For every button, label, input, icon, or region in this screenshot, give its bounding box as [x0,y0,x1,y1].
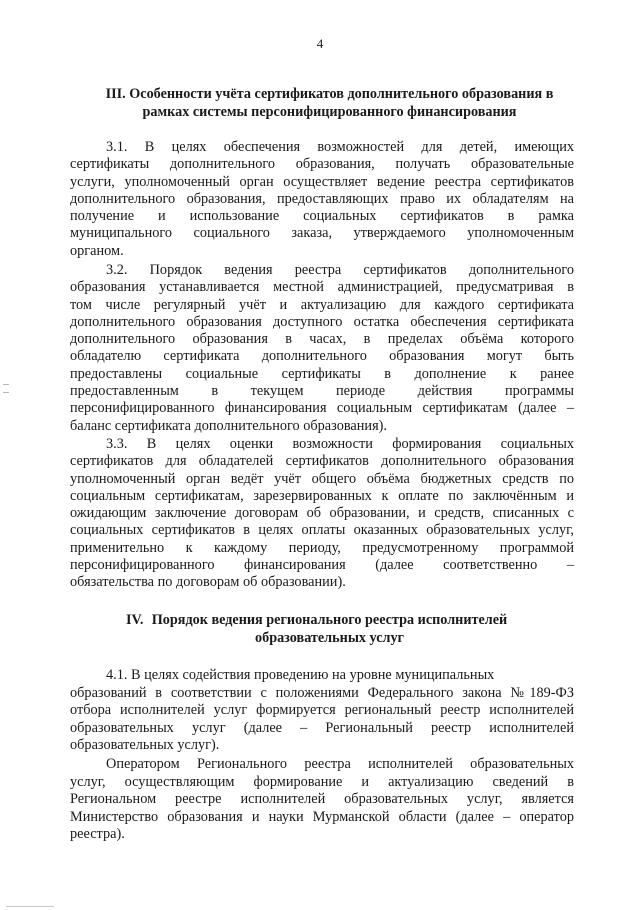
text-line: отбора исполнителей услуг формируется региональный реестр исполнителей [70,702,574,719]
text-line: баланс сертификата дополнительного образования). [70,417,387,434]
paragraph-3-1 [70,139,574,260]
text-line: 3.1. В целях обеспечения возможностей для детей, имеющих [106,139,574,155]
text-line: образований в соответствии с положениями Федерального закона №189-ФЗ [70,684,574,701]
text-line: том числе регулярный учёт и актуализацию для каждого сертификата [70,296,574,313]
text-line: реестра). [70,826,125,843]
text-line: сертификаты дополнительного образования, получать образовательные [70,156,574,173]
section-3-title-line: рамках системы персонифицированного финансирования [142,104,517,120]
text-line: 3.2. Порядок ведения реестра сертификатов дополнительного [106,262,574,278]
text-line: предоставленным в текущем периоде действия программы [70,383,574,400]
text-line: дополнительного образования, предоставляющих право их обладателям на [70,190,574,207]
text-line: персонифицированного финансирования социальным сертификатам (далее – [70,400,574,417]
paragraph-4-1 [70,667,574,755]
scan-margin-mark [3,392,9,393]
paragraph-3-3 [70,436,574,592]
text-line: 3.3. В целях оценки возможности формирования социальных [106,436,574,452]
text-line: дополнительного образования доступного остатка обеспечения сертификата [70,313,574,330]
text-line: социальным сертификатам, зарезервированных к оплате по заключённым и [70,487,574,504]
page-number: 4 [316,36,324,51]
text-line: органом. [70,242,124,259]
text-line: обладателю сертификата дополнительного образования могут быть [70,348,574,365]
text-line: Оператором Регионального реестра исполнителей образовательных [106,756,574,772]
text-line: услуги, уполномоченный орган осуществляет ведение реестра сертификатов [70,173,574,190]
text-line: Министерство образования и науки Мурманской области (далее – оператор [70,808,574,825]
text-line: дополнительного образования в часах, в пределах объёма которого [70,331,574,348]
text-line: образовательных услуг (далее – Региональный реестр исполнителей [70,719,574,736]
section-4-title [62,611,597,647]
scan-margin-mark [3,384,9,385]
section-4-title-line: образовательных услуг [255,630,404,646]
text-line: получение и использование социальных сертификатов в рамка [70,208,574,225]
text-line: социальных сертификатов в целях оплаты оказанных образовательных услуг, [70,522,574,539]
text-line: образовательных услуг). [70,737,220,754]
text-line: Региональном реестре исполнителей образовательных услуг, является [70,791,574,808]
section-3-title [62,85,597,121]
text-line: образования устанавливается местной администрацией, предусматривая в [70,279,574,296]
text-line: ожидающим заключение договорам об образовании, и средств, списанных с [70,505,574,522]
paragraph-3-2 [70,262,574,435]
text-line: обязательства по договорам об образовании). [70,574,346,591]
text-line: применительно к каждому периоду, предусмотренному программой [70,539,574,556]
text-line: уполномоченный орган ведёт учёт общего объёма бюджетных средств по [70,470,574,487]
text-line: сертификатов для обладателей сертификатов дополнительного образования [70,453,574,470]
text-line: предоставлены социальные сертификаты в дополнение к ранее [70,365,574,382]
section-3-title-line: III. Особенности учёта сертификатов дополнительного образования в [105,86,554,102]
text-line: персонифицированного финансирования (далее соответственно – [70,557,574,574]
section-4-number: IV. [126,612,144,628]
text-line: услуг, осуществляющим формирование и актуализацию сведений в [70,773,574,790]
text-line: 4.1. В целях содействия проведению на уровне муниципальных [106,667,495,683]
paragraph-4-2 [70,756,574,844]
scan-edge-line [6,906,54,907]
text-line: муниципального социального заказа, утверждаемого уполномоченным [70,225,574,242]
section-4-title-line: Порядок ведения регионального реестра исполнителей [151,612,508,628]
